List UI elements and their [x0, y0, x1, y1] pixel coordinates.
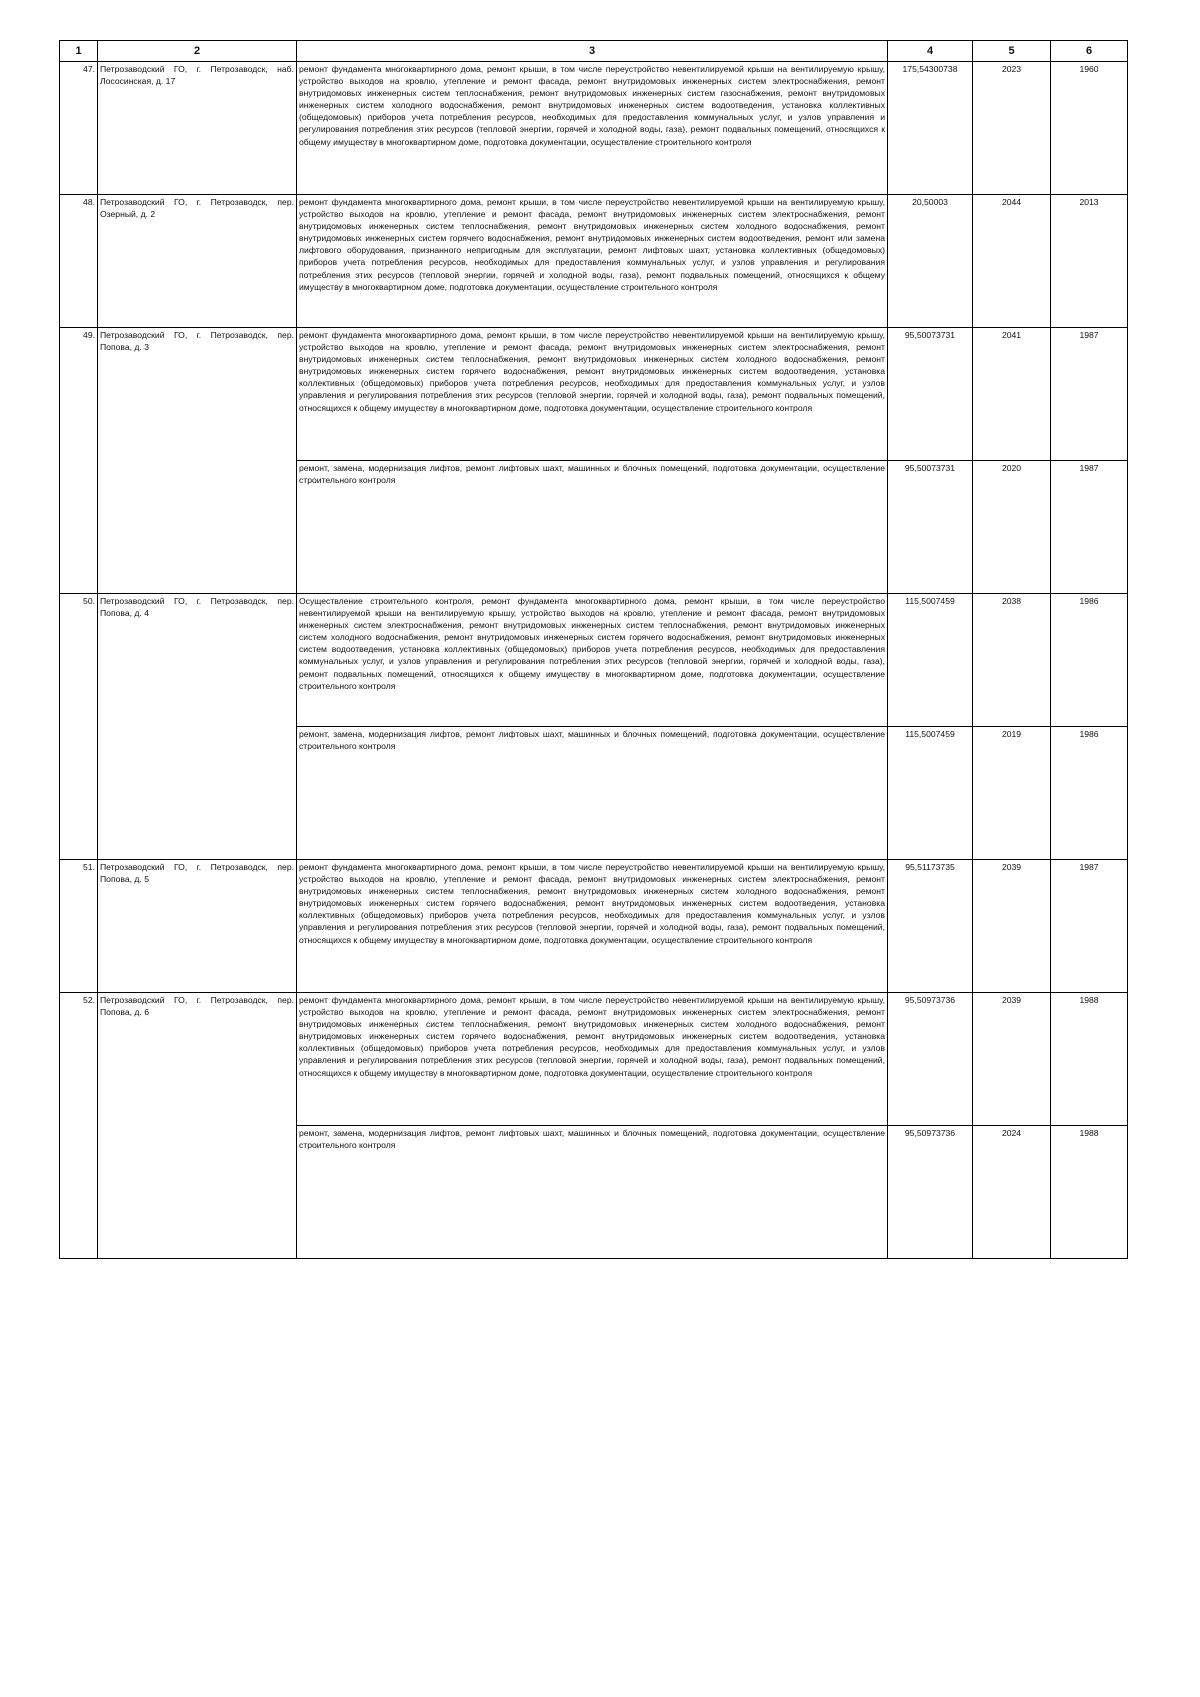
row-number: 47.	[60, 62, 98, 195]
works-cell: ремонт фундамента многоквартирного дома, ремонт крыши, в том числе переустройство невентилируемой крыши на вентилируемую крышу, устройство выходов на кровлю, утепление и ремонт фасада, ремонт внутридомовых инженерных систем электроснабжения, ремонт внутридомовых инженерных систем теплоснабжения, ремонт внутридомовых инженерных систем холодного водоснабжения, ремонт внутридомовых инженерных систем горячего водоснабжения, ремонт внутридомовых инженерных систем водоотведения, установка коллективных (общедомовых) приборов учета потребления ресурсов, необходимых для предоставления коммунальных услуг, и узлов управления и регулирования потребления этих ресурсов (тепловой энергии, горячей и холодной воды, газа), ремонт подвальных помещений, относящихся к общему имуществу в многоквартирном доме, подготовка документации, осуществление строительного контроля	[297, 328, 888, 461]
works-cell: ремонт фундамента многоквартирного дома, ремонт крыши, в том числе переустройство невентилируемой крыши на вентилируемую крышу, устройство выходов на кровлю, утепление и ремонт фасада, ремонт внутридомовых инженерных систем электроснабжения, ремонт внутридомовых инженерных систем теплоснабжения, ремонт внутридомовых инженерных систем газоснабжения, ремонт внутридомовых инженерных систем холодного водоснабжения, ремонт внутридомовых инженерных систем водоотведения, установка коллективных (общедомовых) приборов учета потребления ресурсов, необходимых для предоставления коммунальных услуг, и узлов управления и регулирования потребления этих ресурсов (тепловой энергии, горячей и холодной воды, газа), ремонт подвальных помещений, относящихся к общему имуществу в многоквартирном доме, подготовка документации, осуществление строительного контроля	[297, 62, 888, 195]
built-year-cell: 1987	[1051, 328, 1128, 461]
planned-year-cell: 2039	[973, 860, 1051, 993]
column-header-6: 6	[1051, 41, 1128, 62]
address-cell: Петрозаводский ГО, г. Петрозаводск, пер. Попова, д. 3	[98, 328, 297, 594]
cost-cell: 95,51173735	[888, 860, 973, 993]
row-number: 48.	[60, 195, 98, 328]
planned-year-cell: 2020	[973, 461, 1051, 594]
table-row	[60, 594, 1128, 727]
works-cell: ремонт, замена, модернизация лифтов, ремонт лифтовых шахт, машинных и блочных помещений, подготовка документации, осуществление строительного контроля	[297, 1126, 888, 1259]
built-year-cell: 1987	[1051, 860, 1128, 993]
cost-cell: 115,5007459	[888, 594, 973, 727]
address-cell: Петрозаводский ГО, г. Петрозаводск, наб. Лососинская, д. 17	[98, 62, 297, 195]
planned-year-cell: 2038	[973, 594, 1051, 727]
cost-cell: 115,5007459	[888, 727, 973, 860]
built-year-cell: 1987	[1051, 461, 1128, 594]
row-number: 50.	[60, 594, 98, 860]
planned-year-cell: 2024	[973, 1126, 1051, 1259]
table-row	[60, 993, 1128, 1126]
works-cell: Осуществление строительного контроля, ремонт фундамента многоквартирного дома, ремонт крыши, в том числе переустройство невентилируемой крыши на вентилируемую крышу, устройство выходов на кровлю, утепление и ремонт фасада, ремонт внутридомовых инженерных систем электроснабжения, ремонт внутридомовых инженерных систем теплоснабжения, ремонт внутридомовых инженерных систем холодного водоснабжения, ремонт внутридомовых инженерных систем горячего водоснабжения, ремонт внутридомовых инженерных систем водоотведения, установка коллективных (общедомовых) приборов учета потребления ресурсов, необходимых для предоставления коммунальных услуг, и узлов управления и регулирования потребления этих ресурсов (тепловой энергии, горячей и холодной воды, газа), ремонт подвальных помещений, относящихся к общему имуществу в многоквартирном доме, подготовка документации, осуществление строительного контроля	[297, 594, 888, 727]
works-table	[59, 40, 1128, 1259]
built-year-cell: 1988	[1051, 1126, 1128, 1259]
cost-cell: 175,54300738	[888, 62, 973, 195]
cost-cell: 95,50073731	[888, 461, 973, 594]
built-year-cell: 1960	[1051, 62, 1128, 195]
header-row	[60, 41, 1128, 62]
works-cell: ремонт фундамента многоквартирного дома, ремонт крыши, в том числе переустройство невентилируемой крыши на вентилируемую крышу, устройство выходов на кровлю, утепление и ремонт фасада, ремонт внутридомовых инженерных систем электроснабжения, ремонт внутридомовых инженерных систем теплоснабжения, ремонт внутридомовых инженерных систем холодного водоснабжения, ремонт внутридомовых инженерных систем горячего водоснабжения, ремонт внутридомовых инженерных систем водоотведения, установка коллективных (общедомовых) приборов учета потребления ресурсов, необходимых для предоставления коммунальных услуг, и узлов управления и регулирования потребления этих ресурсов (тепловой энергии, горячей и холодной воды, газа), ремонт подвальных помещений, относящихся к общему имуществу в многоквартирном доме, подготовка документации, осуществление строительного контроля	[297, 993, 888, 1126]
address-cell: Петрозаводский ГО, г. Петрозаводск, пер. Попова, д. 5	[98, 860, 297, 993]
row-number: 51.	[60, 860, 98, 993]
planned-year-cell: 2044	[973, 195, 1051, 328]
built-year-cell: 1986	[1051, 727, 1128, 860]
cost-cell: 95,50973736	[888, 1126, 973, 1259]
planned-year-cell: 2041	[973, 328, 1051, 461]
table-row	[60, 860, 1128, 993]
cost-cell: 20,50003	[888, 195, 973, 328]
works-cell: ремонт, замена, модернизация лифтов, ремонт лифтовых шахт, машинных и блочных помещений, подготовка документации, осуществление строительного контроля	[297, 461, 888, 594]
row-number: 49.	[60, 328, 98, 594]
table-row	[60, 195, 1128, 328]
built-year-cell: 1986	[1051, 594, 1128, 727]
column-header-3: 3	[297, 41, 888, 62]
cost-cell: 95,50073731	[888, 328, 973, 461]
works-cell: ремонт фундамента многоквартирного дома, ремонт крыши, в том числе переустройство невентилируемой крыши на вентилируемую крышу, устройство выходов на кровлю, утепление и ремонт фасада, ремонт внутридомовых инженерных систем электроснабжения, ремонт внутридомовых инженерных систем теплоснабжения, ремонт внутридомовых инженерных систем холодного водоснабжения, ремонт внутридомовых инженерных систем горячего водоснабжения, ремонт внутридомовых инженерных систем водоотведения, ремонт или замена лифтового оборудования, признанного непригодным для эксплуатации, ремонт лифтовых шахт, установка коллективных (общедомовых) приборов учета потребления ресурсов, необходимых для предоставления коммунальных услуг, и узлов управления и регулирования потребления этих ресурсов (тепловой энергии, горячей и холодной воды, газа), ремонт подвальных помещений, относящихся к общему имуществу в многоквартирном доме, подготовка документации, осуществление строительного контроля	[297, 195, 888, 328]
row-number: 52.	[60, 993, 98, 1259]
planned-year-cell: 2019	[973, 727, 1051, 860]
works-cell: ремонт фундамента многоквартирного дома, ремонт крыши, в том числе переустройство невентилируемой крыши на вентилируемую крышу, устройство выходов на кровлю, утепление и ремонт фасада, ремонт внутридомовых инженерных систем электроснабжения, ремонт внутридомовых инженерных систем теплоснабжения, ремонт внутридомовых инженерных систем холодного водоснабжения, ремонт внутридомовых инженерных систем горячего водоснабжения, ремонт внутридомовых инженерных систем водоотведения, установка коллективных (общедомовых) приборов учета потребления ресурсов, необходимых для предоставления коммунальных услуг, и узлов управления и регулирования потребления этих ресурсов (тепловой энергии, горячей и холодной воды, газа), ремонт подвальных помещений, относящихся к общему имуществу в многоквартирном доме, подготовка документации, осуществление строительного контроля	[297, 860, 888, 993]
table-row	[60, 62, 1128, 195]
column-header-1: 1	[60, 41, 98, 62]
address-cell: Петрозаводский ГО, г. Петрозаводск, пер. Попова, д. 4	[98, 594, 297, 860]
address-cell: Петрозаводский ГО, г. Петрозаводск, пер. Попова, д. 6	[98, 993, 297, 1259]
planned-year-cell: 2023	[973, 62, 1051, 195]
works-cell: ремонт, замена, модернизация лифтов, ремонт лифтовых шахт, машинных и блочных помещений, подготовка документации, осуществление строительного контроля	[297, 727, 888, 860]
cost-cell: 95,50973736	[888, 993, 973, 1126]
planned-year-cell: 2039	[973, 993, 1051, 1126]
column-header-4: 4	[888, 41, 973, 62]
table-row	[60, 328, 1128, 461]
address-cell: Петрозаводский ГО, г. Петрозаводск, пер. Озерный, д. 2	[98, 195, 297, 328]
built-year-cell: 2013	[1051, 195, 1128, 328]
column-header-2: 2	[98, 41, 297, 62]
column-header-5: 5	[973, 41, 1051, 62]
built-year-cell: 1988	[1051, 993, 1128, 1126]
